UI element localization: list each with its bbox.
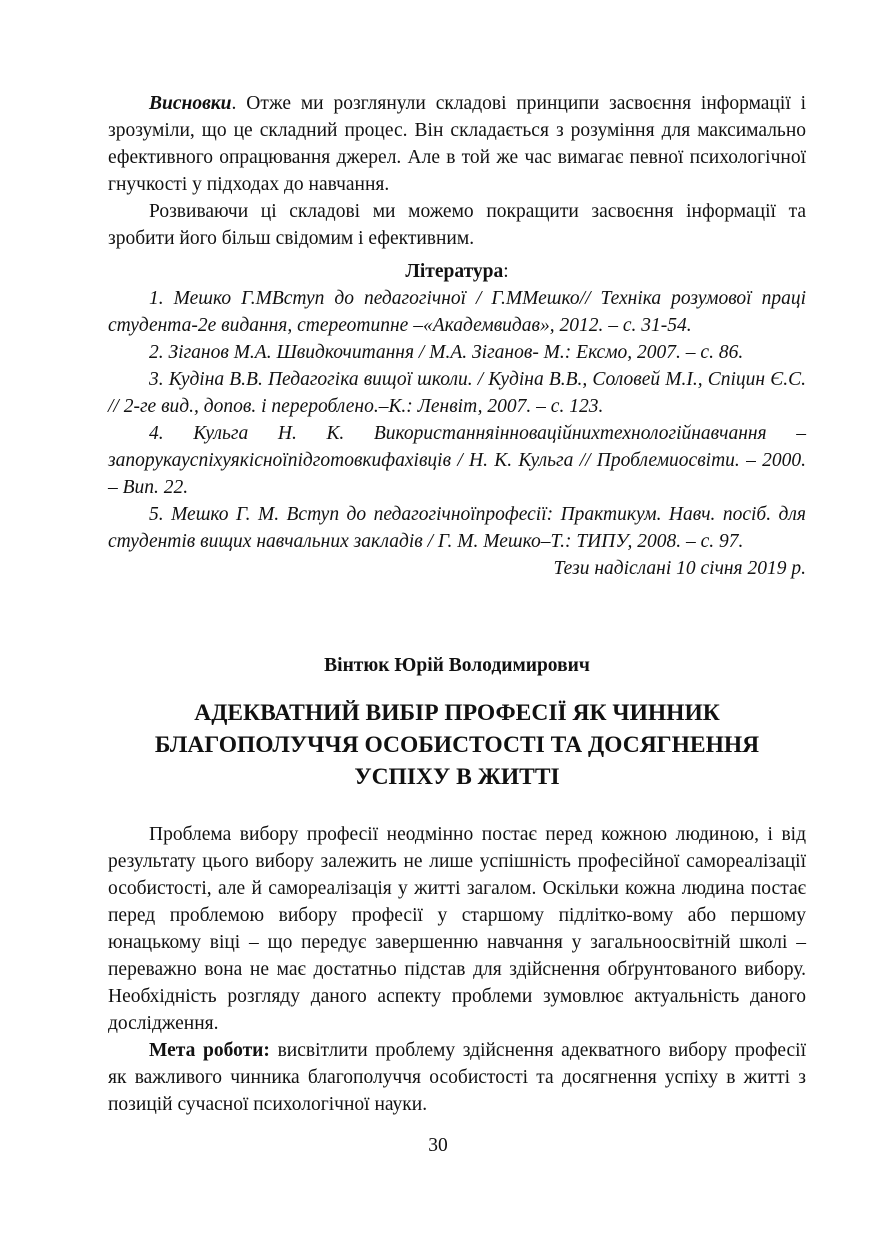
literature-heading — [108, 258, 806, 285]
page-number: 30 — [428, 1135, 448, 1156]
article-goal-paragraph — [108, 1037, 806, 1118]
literature-heading-text: Література — [405, 261, 504, 282]
conclusions-text: . Отже ми розглянули складові принципи засвоєння інформації і зрозуміли, що це складний процес. Він складається з розуміння для максимально ефективного опрацювання джерел. Але в той же час вимагає певної психологічної гнучкості у підходах до навчання. — [108, 93, 806, 195]
article-title-line-2: БЛАГОПОЛУЧЧЯ ОСОБИСТОСТІ ТА ДОСЯГНЕННЯ — [154, 732, 760, 758]
goal-text: висвітлити проблему здійснення адекватного вибору професії як важливого чинника благополуччя особистості та досягнення успіху в житті з позицій сучасної психологічної науки. — [108, 1040, 806, 1115]
goal-label: Мета роботи: — [149, 1040, 270, 1061]
conclusions-label: Висновки — [149, 93, 232, 114]
conclusions-paragraph-2: Розвиваючи ці складові ми можемо покращити засвоєння інформації та зробити його більш свідомим і ефективним. — [108, 201, 806, 249]
reference-item-1: 1. Мешко Г.МВступ до педагогічної / Г.ММешко// Техніка розумової праці студента-2е видання, стереотипне –«Академвидав», 2012. – с. 31-54. — [108, 288, 806, 336]
article-intro-paragraph: Проблема вибору професії неодмінно постає перед кожною людиною, і від результату цього вибору залежить не лише успішність професійної самореалізації особистості, але й самореалізація у житті загалом. Оскільки кожна людина постає перед проблемою вибору професії у старшому підлітко-вому або першому юнацькому віці – що передує завершенню навчання у загальноосвітній школі – переважно вона не має достатньо підстав для здійснення обґрунтованого вибору. Необхідність розгляду даного аспекту проблеми зумовлює актуальність даного дослідження. — [108, 824, 806, 1034]
literature-heading-colon: : — [503, 261, 509, 282]
article-author: Вінтюк Юрій Володимирович — [324, 655, 590, 676]
submission-date: Тези надіслані 10 січня 2019 р. — [553, 558, 806, 579]
reference-item-2: 2. Зіганов М.А. Швидкочитання / М.А. Зіганов- М.: Ексмо, 2007. – с. 86. — [149, 342, 744, 363]
article-title-line-1: АДЕКВАТНИЙ ВИБІР ПРОФЕСІЇ ЯК ЧИННИК — [194, 700, 720, 726]
reference-item-4: 4. Кульга Н. К. Використанняінноваційнихтехнологійнавчання – запорукауспіхуякісноїпідготовкифахівців / Н. К. Кульга // Проблемиосвіти. – 2000. – Вип. 22. — [108, 423, 806, 498]
article-title-line-3: УСПІХУ В ЖИТТІ — [354, 764, 560, 790]
reference-item-5: 5. Мешко Г. М. Вступ до педагогічноїпрофесії: Практикум. Навч. посіб. для студентів вищих навчальних закладів / Г. М. Мешко–Т.: ТИПУ, 2008. – с. 97. — [108, 504, 806, 552]
reference-item-3: 3. Кудіна В.В. Педагогіка вищої школи. / Кудіна В.В., Соловей М.І., Спіцин Є.С. // 2-ге вид., допов. і перероблено.–К.: Ленвіт, 2007. – с. 123. — [108, 369, 806, 417]
conclusions-paragraph — [108, 90, 806, 198]
article-title — [108, 697, 806, 793]
